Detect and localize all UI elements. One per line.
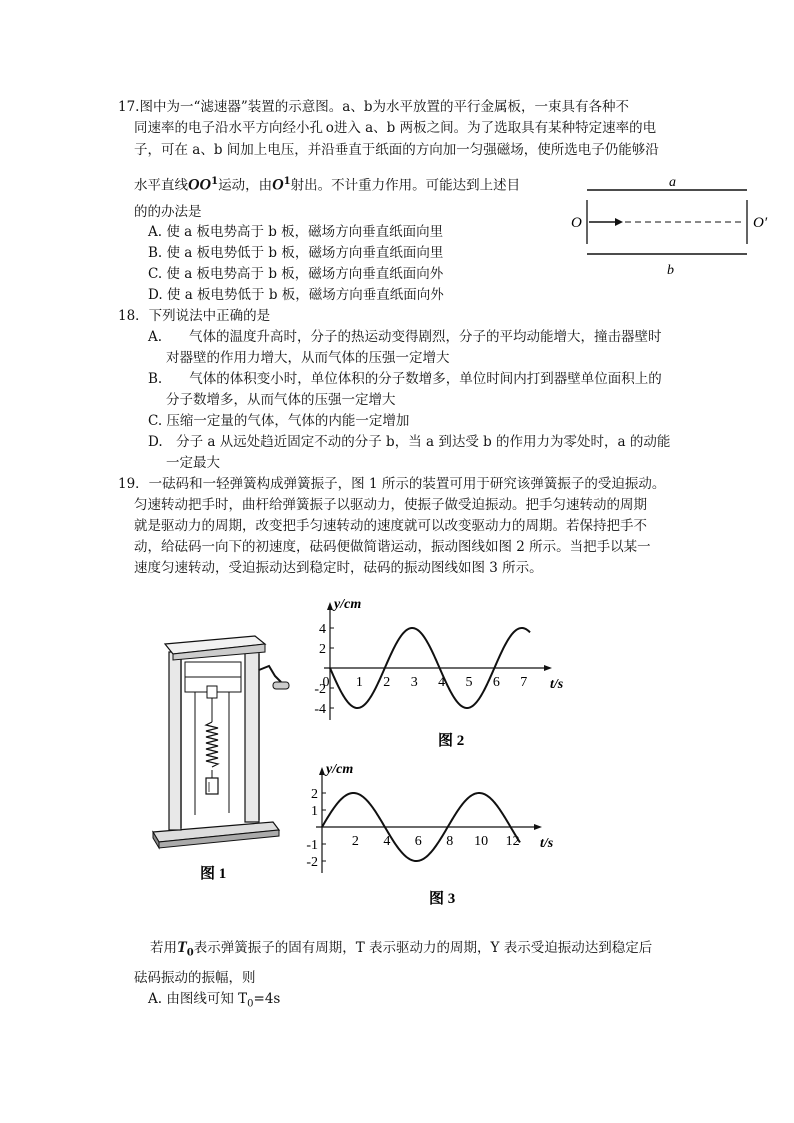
q18-a-line2: 对器壁的作用力增大，从而气体的压强一定增大 [166, 350, 450, 366]
right-post [245, 650, 259, 822]
q18-d-line2: 一定最大 [166, 455, 220, 471]
fig2-xtick-label: 1 [355, 675, 363, 690]
t0-subscript: 0 [186, 947, 194, 959]
o-symbol: O [272, 176, 284, 194]
q17-option-c: C. 使 a 板电势高于 b 板，磁场方向垂直纸面向外 [148, 266, 444, 282]
q17-option-b: B. 使 a 板电势低于 b 板，磁场方向垂直纸面向里 [148, 245, 444, 261]
q17-option-d: D. 使 a 板电势低于 b 板，磁场方向垂直纸面向外 [148, 287, 444, 303]
fig3-xtick-label: 2 [351, 834, 359, 849]
fig2-xlabel: t/s [550, 677, 564, 692]
q17-line4-c: 射出。不计重力作用。可能达到上述目 [290, 177, 521, 194]
label-o-prime: O′ [753, 215, 768, 231]
crank-handle-arm [259, 666, 281, 682]
q19-option-a [148, 989, 280, 1015]
q17-line1: 17.图中为一“滤速器”装置的示意图。a、b为水平放置的平行金属板，一束具有各种不 [118, 99, 629, 115]
fig3-xtick-label: 8 [446, 834, 454, 849]
q18-b-line1: B. 气体的体积变小时，单位体积的分子数增多，单位时间内打到器壁单位面积上的 [148, 371, 662, 387]
fig2-x-arrow-icon [544, 665, 552, 671]
fig2-ytick-label: 2 [319, 642, 326, 657]
q19-after-line1 [150, 938, 652, 964]
q19-line2: 匀速转动把手时，曲杆给弹簧振子以驱动力，使振子做受迫振动。把手匀速转动的周期 [134, 497, 647, 513]
q18-c: C. 压缩一定量的气体，气体的内能一定增加 [148, 413, 410, 429]
fig2-ytick-label: -4 [314, 702, 326, 717]
after1-a: 若用 [150, 940, 177, 956]
fig2-xtick-label: 5 [465, 675, 473, 690]
fig3-ytick-label: -1 [306, 838, 318, 853]
fig2-xtick-label: 3 [410, 675, 418, 690]
q17-line4-a: 水平直线 [134, 177, 188, 194]
fig2-xtick-label: 7 [520, 675, 528, 690]
fig3-xtick-label: 10 [474, 834, 489, 849]
after1-b: 表示弹簧振子的固有周期，T 表示驱动力的周期，Y 表示受迫振动达到稳定后 [193, 940, 653, 956]
oo-symbol: OO [188, 176, 212, 194]
q19-option-a-tail: =4s [253, 991, 281, 1007]
fig2-xtick-label: 2 [383, 675, 391, 690]
fig3-xlabel: t/s [540, 836, 554, 851]
fig3-ytick-label: -2 [306, 855, 318, 870]
fig1-caption: 图 1 [200, 866, 227, 882]
crank-handle-icon [273, 682, 289, 689]
q18-stem: 18．下列说法中正确的是 [118, 308, 271, 324]
fig2-xtick-label: 4 [438, 675, 446, 690]
q17-line4 [134, 172, 520, 196]
q19-line5: 速度匀速转动，受迫振动达到稳定时，砝码的振动图线如图 3 所示。 [134, 560, 543, 576]
oo-superscript: 1 [211, 176, 219, 187]
fig3-xtick-label: 12 [505, 834, 520, 849]
fig3-chart [300, 755, 554, 915]
crank-block [207, 686, 217, 698]
plate-a-label: a [669, 175, 676, 190]
q17-line2: 同速率的电子沿水平方向经小孔 o进入 a、b 两板之间。为了选取具有某种特定速率的电 [134, 120, 657, 136]
q19-option-a-text: A. 由图线可知 T [148, 991, 248, 1007]
fig3-ytick-label: 2 [311, 787, 318, 802]
fig2-chart [300, 590, 564, 755]
t0-symbol: T [177, 939, 187, 956]
fig2-y-arrow-icon [327, 602, 333, 610]
spring-icon [206, 722, 218, 767]
left-post [169, 652, 181, 830]
fig3-x-arrow-icon [534, 824, 542, 830]
fig2-ytick-label: -2 [314, 682, 326, 697]
q18-b-line2: 分子数增多，从而气体的压强一定增大 [166, 392, 396, 408]
q18-d-line1: D. 分子 a 从远处趋近固定不动的分子 b，当 a 到达受 b 的作用力为零处时，a 的动能 [148, 434, 671, 450]
fig3-xtick-label: 4 [383, 834, 391, 849]
q18-a-line1: A. 气体的温度升高时，分子的热运动变得剧烈，分子的平均动能增大，撞击器壁时 [148, 329, 662, 345]
q19-after-line2: 砝码振动的振幅，则 [134, 970, 256, 986]
q19-line1: 19．一砝码和一轻弹簧构成弹簧振子，图 1 所示的装置可用于研究该弹簧振子的受迫振动。 [118, 476, 666, 492]
q19-option-a-sub: 0 [247, 998, 254, 1010]
q17-line4-b: 运动，由 [218, 177, 273, 194]
filter-plates-diagram [565, 172, 785, 282]
fig2-ytick-label: 4 [319, 622, 326, 637]
fig3-title: 图 3 [429, 891, 456, 907]
fig2-xtick-label: 6 [492, 675, 500, 690]
weight-icon [206, 778, 218, 794]
q19-line3: 就是驱动力的周期，改变把手匀速转动的速度就可以改变驱动力的周期。若保持把手不 [134, 518, 647, 534]
q17-option-a: A. 使 a 板电势高于 b 板，磁场方向垂直纸面向里 [148, 224, 444, 240]
fig3-xtick-label: 6 [414, 834, 422, 849]
q17-line3: 子，可在 a、b 间加上电压，并沿垂直于纸面的方向加一匀强磁场，使所选电子仍能够沿 [134, 142, 659, 158]
o-superscript: 1 [283, 176, 291, 187]
fig3-ytick-label: 1 [311, 804, 318, 819]
q19-line4: 动，给砝码一向下的初速度，砝码便做简谐运动，振动图线如图 2 所示。当把手以某一 [134, 539, 651, 555]
fig3-ylabel: y/cm [326, 762, 354, 777]
q17-line5: 的的办法是 [134, 204, 202, 220]
fig2-ylabel: y/cm [334, 597, 362, 612]
spring-oscillator-apparatus [145, 630, 285, 890]
arrow-head-icon [615, 218, 623, 226]
fig2-xtick-label: 0 [322, 675, 330, 690]
plate-b-label: b [667, 263, 674, 278]
fig3-y-arrow-icon [319, 767, 325, 775]
fig2-title: 图 2 [438, 733, 465, 749]
label-o: O [571, 215, 582, 231]
